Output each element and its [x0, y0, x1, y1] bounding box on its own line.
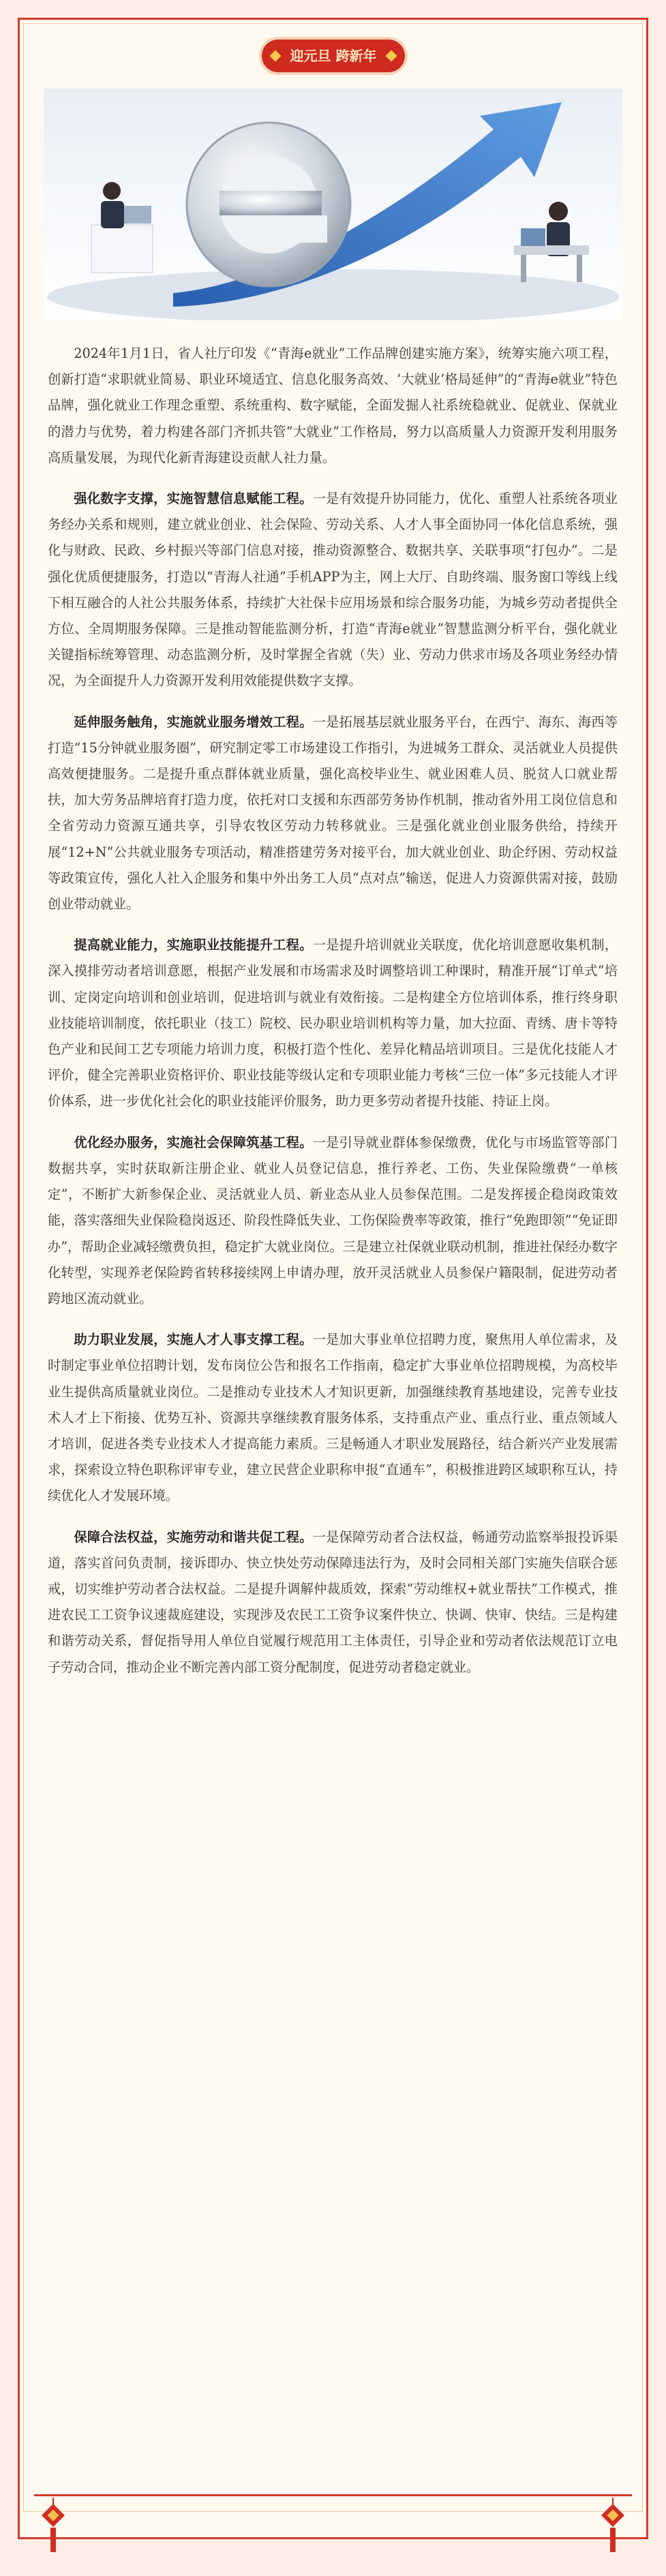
paragraph-text: 一是引导就业群体参保缴费，优化与市场监管等部门数据共享，实时获取新注册企业、就业人员登记信息，推行养老、工伤、失业保险缴费“一单核定”，不断扩大新参保企业、灵活就业人员、新业态从业人员参保范围。二是发挥援企稳岗政策效能，落实落细失业保险稳岗返还、阶段性降低失业、工伤保险费率等政策，推行“免跑即领”“免证即办”，帮助企业减轻缴费负担，稳定扩大就业岗位。三是建立社保就业联动机制，推进社保经办数字化转型，实现养老保险跨省转移接续网上申请办理，放开灵活就业人员参保户籍限制，促进劳动者跨地区流动就业。: [48, 1134, 618, 1306]
e-logo-icon: [187, 123, 350, 286]
paragraph-social-security: [48, 1130, 618, 1312]
article-body: [48, 341, 618, 1696]
paragraph-text: 一是提升培训就业关联度，优化培训意愿收集机制，深入摸排劳动者培训意愿，根据产业发展和市场需求及时调整培训工种课时，精准开展“订单式”培训、定岗定向培训和创业培训，促进培训与就业有效衔接。二是构建全方位培训体系，推行终身职业技能培训制度，依托职业（技工）院校、民办职业培训机构等力量，加大拉面、青绣、唐卡等特色产业和民间工艺专项能力培训力度，积极打造个性化、差异化精品培训项目。三是优化技能人才评价，健全完善职业资格评价、职业技能等级认定和专项职业能力考核“三位一体”多元技能人才评价体系，进一步优化社会化的职业技能评价服务，助力更多劳动者提升技能、持证上岗。: [48, 937, 618, 1109]
paragraph-intro: [48, 341, 618, 471]
paragraph-text: 2024年1月1日，省人社厅印发《“青海e就业”工作品牌创建实施方案》，统筹实施六项工程，创新打造“求职就业简易、职业环境适宜、信息化服务高效、‘大就业’格局延伸”的“青海e就业”特色品牌，强化就业工作理念重塑、系统重构、数字赋能，全面发掘人社系统稳就业、促就业、保就业的潜力与优势，着力构建各部门齐抓共管“大就业”工作格局，努力以高质量人力资源开发利用服务高质量发展，为现代化新青海建设贡献人社力量。: [48, 346, 618, 465]
paragraph-heading: 提高就业能力，实施职业技能提升工程。: [74, 937, 313, 953]
paragraph-digital: [48, 486, 618, 694]
hero-illustration: [44, 89, 622, 320]
e-employment-illustration: [44, 89, 622, 320]
paragraph-heading: 延伸服务触角，实施就业服务增效工程。: [74, 714, 313, 730]
paragraph-heading: 强化数字支撑，实施智慧信息赋能工程。: [74, 491, 313, 507]
chinese-knot-icon-right: [598, 2498, 628, 2552]
paragraph-heading: 助力职业发展，实施人才人事支撑工程。: [74, 1332, 313, 1348]
paragraph-text: 一是保障劳动者合法权益，畅通劳动监察举报投诉渠道，落实首问负责制，接诉即办、快立快处劳动保障违法行为，及时会同相关部门实施失信联合惩戒，切实维护劳动者合法权益。二是提升调解仲裁质效，探索“劳动维权+就业帮扶”工作模式，推进农民工工资争议速裁庭建设，实现涉及农民工工资争议案件快立、快调、快审、快结。三是构建和谐劳动关系，督促指导用人单位自觉履行规范用工主体责任，引导企业和劳动者依法规范订立电子劳动合同，推动企业不断完善内部工资分配制度，促进劳动者稳定就业。: [48, 1529, 618, 1675]
paragraph-skills: [48, 932, 618, 1114]
banner-ornament-left: [270, 50, 282, 62]
paragraph-talent: [48, 1327, 618, 1509]
paragraph-text: 一是有效提升协同能力，优化、重塑人社系统各项业务经办关系和规则，建立就业创业、社会保险、劳动关系、人才人事全面协同一体化信息系统，强化与财政、民政、乡村振兴等部门信息对接，推动资源整合、数据共享、关联事项“打包办”。二是强化优质便捷服务，打造以“青海人社通”手机APP为主，网上大厅、自助终端、服务窗口等线上线下相互融合的人社公共服务体系，持续扩大社保卡应用场景和综合服务功能，为城乡劳动者提供全方位、全周期服务保障。三是推动智能监测分析，打造“青海e就业”智慧监测分析平台，强化就业关键指标统筹管理、动态监测分析，及时掌握全省就（失）业、劳动力供求市场及各项业务经办情况，为全面提升人力资源开发利用效能提供数字支撑。: [48, 491, 618, 689]
businessman-left-figure: [91, 182, 153, 273]
paragraph-text: 一是加大事业单位招聘力度，聚焦用人单位需求，及时制定事业单位招聘计划，发布岗位公告和报名工作指南，稳定扩大事业单位招聘规模，为高校毕业生提供高质量就业岗位。二是推动专业技术人才知识更新，加强继续教育基地建设，完善专业技术人才上下衔接、优势互补、资源共享继续教育服务体系，支持重点产业、重点行业、重点领域人才培训，促进各类专业技术人才提高能力素质。三是畅通人才职业发展路径，结合新兴产业发展需求，探索设立特色职称评审专业，建立民营企业职称申报“直通车”，积极推进跨区域职称互认，持续优化人才发展环境。: [48, 1332, 618, 1504]
banner-ornament-right: [386, 50, 397, 62]
paragraph-labor: [48, 1524, 618, 1681]
banner-title: 迎元旦 跨新年: [290, 48, 377, 64]
chinese-knot-icon-left: [38, 2498, 68, 2552]
title-banner: [262, 40, 405, 72]
paragraph-heading: 优化经办服务，实施社会保障筑基工程。: [74, 1134, 313, 1150]
businessman-right-figure: [514, 202, 589, 282]
paragraph-text: 一是拓展基层就业服务平台，在西宁、海东、海西等打造“15分钟就业服务圈”，研究制定零工市场建设工作指引，为进城务工群众、灵活就业人员提供高效便捷服务。二是提升重点群体就业质量，强化高校毕业生、就业困难人员、脱贫人口就业帮扶，加大劳务品牌培育打造力度，依托对口支援和东西部劳务协作机制，推动省外用工岗位信息和全省劳动力资源互通共享，引导农牧区劳动力转移就业。三是强化就业创业服务供给，持续开展“12+N”公共就业服务专项活动，精准搭建劳务对接平台，加大就业创业、助企纾困、劳动权益等政策宣传，强化人社入企服务和集中外出务工人员“点对点”输送，促进人力资源供需对接，鼓励创业带动就业。: [48, 714, 618, 913]
paragraph-service: [48, 709, 618, 918]
footer-divider: [34, 2494, 632, 2496]
paragraph-heading: 保障合法权益，实施劳动和谐共促工程。: [74, 1529, 313, 1545]
